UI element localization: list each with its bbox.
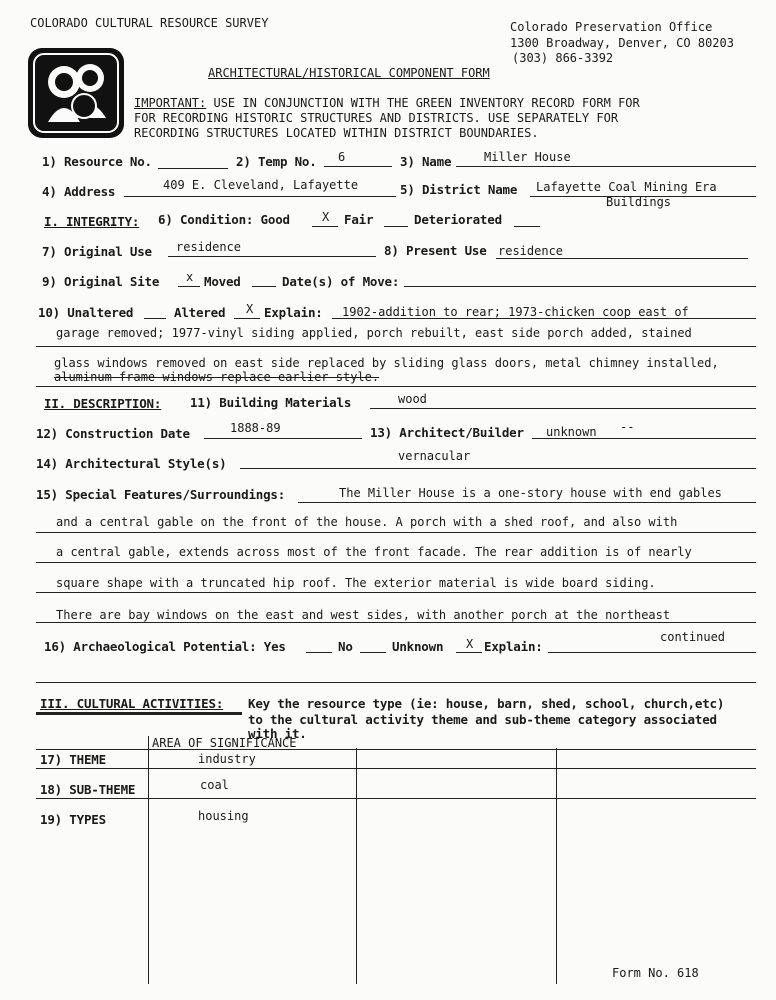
special-features-line-3: a central gable, extends across most of the front facade. The rear addition is of nearly xyxy=(56,545,692,559)
name-label: 3) Name xyxy=(400,154,452,169)
archaeological-no-label: No xyxy=(338,639,353,654)
archaeological-no-line xyxy=(360,652,386,653)
cultural-table-divider-3 xyxy=(556,748,557,984)
important-label: IMPORTANT: xyxy=(134,96,207,110)
resource-no-label: 1) Resource No. xyxy=(42,154,152,169)
archaeological-label: 16) Archaeological Potential: Yes xyxy=(44,639,286,654)
address-label: 4) Address xyxy=(42,184,116,199)
name-line xyxy=(456,166,756,167)
altered-line xyxy=(234,318,260,319)
cultural-instruction-2: to the cultural activity theme and sub-theme category associated xyxy=(248,712,717,727)
form-title: ARCHITECTURAL/HISTORICAL COMPONENT FORM xyxy=(208,66,490,80)
theme-label: 17) THEME xyxy=(40,752,106,767)
architect-builder-line xyxy=(532,438,756,439)
special-features-line-1: The Miller House is a one-story house with end gables xyxy=(339,486,722,500)
condition-good-line xyxy=(312,226,338,227)
special-features-rule-1 xyxy=(298,502,756,503)
section-integrity-label: I. INTEGRITY: xyxy=(44,214,140,229)
archaeological-yes-line xyxy=(306,652,332,653)
alteration-line-3: glass windows removed on east side replaced by sliding glass doors, metal chimney installed, xyxy=(54,356,719,370)
special-features-rule-2 xyxy=(36,532,756,533)
original-use-label: 7) Original Use xyxy=(42,244,152,259)
archaeological-explain-label: Explain: xyxy=(484,639,543,654)
temp-no-line xyxy=(324,166,392,167)
alteration-rule-1 xyxy=(332,318,756,319)
condition-deteriorated-label: Deteriorated xyxy=(414,212,502,227)
original-site-mark: x xyxy=(186,270,194,284)
date-of-move-line xyxy=(404,286,756,287)
address-value: 409 E. Cleveland, Lafayette xyxy=(163,178,359,192)
moved-label: Moved xyxy=(204,274,241,289)
important-line-1 xyxy=(134,96,640,110)
section-cultural-label: III. CULTURAL ACTIVITIES: xyxy=(40,696,224,711)
survey-title: COLORADO CULTURAL RESOURCE SURVEY xyxy=(30,16,269,30)
archaeological-unknown-line xyxy=(456,652,482,653)
special-features-rule-4 xyxy=(36,592,756,593)
cultural-table-divider-1 xyxy=(148,736,149,984)
office-phone: (303) 866-3392 xyxy=(512,51,614,65)
condition-fair-label: Fair xyxy=(344,212,374,227)
special-features-rule-5 xyxy=(36,622,756,623)
building-materials-value: wood xyxy=(398,392,427,406)
building-materials-line xyxy=(370,408,756,409)
theme-value: industry xyxy=(198,752,256,766)
building-materials-label: 11) Building Materials xyxy=(190,395,352,410)
date-of-move-label: Date(s) of Move: xyxy=(282,274,400,289)
important-text-1: USE IN CONJUNCTION WITH THE GREEN INVENTORY RECORD FORM FOR xyxy=(213,96,640,110)
condition-good-mark: X xyxy=(322,210,330,224)
preservation-seal-icon xyxy=(28,48,124,138)
sub-theme-value: coal xyxy=(200,778,229,792)
temp-no-value: 6 xyxy=(338,150,346,164)
resource-no-line xyxy=(158,168,228,169)
special-features-label: 15) Special Features/Surroundings: xyxy=(36,487,286,502)
alteration-rule-3 xyxy=(36,386,756,387)
cultural-instruction-1: Key the resource type (ie: house, barn, shed, school, church,etc) xyxy=(248,696,725,711)
important-line-2: FOR RECORDING HISTORIC STRUCTURES AND DISTRICTS. USE SEPARATELY FOR xyxy=(134,111,619,125)
office-address: 1300 Broadway, Denver, CO 80203 xyxy=(510,36,734,50)
condition-label: 6) Condition: Good xyxy=(158,212,290,227)
original-site-line xyxy=(178,286,200,287)
section-description-label: II. DESCRIPTION: xyxy=(44,396,162,411)
condition-fair-line xyxy=(384,226,408,227)
altered-label: Altered xyxy=(174,305,226,320)
important-line-3: RECORDING STRUCTURES LOCATED WITHIN DISTRICT BOUNDARIES. xyxy=(134,126,539,140)
address-line xyxy=(124,196,396,197)
architectural-style-label: 14) Architectural Style(s) xyxy=(36,456,227,471)
alteration-line-4: aluminum frame windows replace earlier style. xyxy=(54,370,380,384)
alteration-rule-2 xyxy=(36,346,756,347)
present-use-value: residence xyxy=(498,244,564,258)
architectural-style-line xyxy=(240,468,756,469)
district-name-value-2: Buildings xyxy=(606,195,672,209)
construction-date-line xyxy=(204,438,362,439)
archaeological-unknown-label: Unknown xyxy=(392,639,444,654)
cultural-table-top xyxy=(36,749,756,750)
original-use-value: residence xyxy=(176,240,242,254)
alteration-line-2: garage removed; 1977-vinyl siding applied, porch rebuilt, east side porch added, stained xyxy=(56,326,692,340)
present-use-line xyxy=(496,258,748,259)
archaeological-unknown-mark: X xyxy=(466,637,474,651)
unaltered-line xyxy=(144,318,166,319)
moved-line xyxy=(252,286,276,287)
theme-row-line xyxy=(36,768,756,769)
present-use-label: 8) Present Use xyxy=(384,243,487,258)
special-features-rule-3 xyxy=(36,562,756,563)
sub-theme-row-line xyxy=(36,798,756,799)
unaltered-label: 10) Unaltered xyxy=(38,305,134,320)
architect-builder-value: unknown xyxy=(546,425,597,439)
construction-date-value: 1888-89 xyxy=(230,421,281,435)
section-cultural-underline xyxy=(36,712,242,715)
office-name: Colorado Preservation Office xyxy=(510,20,713,34)
name-value: Miller House xyxy=(484,150,571,164)
original-use-line xyxy=(168,256,376,257)
special-features-line-4: square shape with a truncated hip roof. The exterior material is wide board siding. xyxy=(56,576,656,590)
temp-no-label: 2) Temp No. xyxy=(236,154,317,169)
condition-deteriorated-line xyxy=(514,226,540,227)
altered-mark: X xyxy=(246,302,254,316)
special-features-line-5: There are bay windows on the east and west sides, with another porch at the northeast xyxy=(56,608,671,622)
area-of-significance-header: AREA OF SIGNIFICANCE xyxy=(152,736,297,750)
types-label: 19) TYPES xyxy=(40,812,106,827)
cultural-instruction-3: with it. xyxy=(248,726,307,741)
district-name-value: Lafayette Coal Mining Era xyxy=(536,180,717,194)
explain-label: Explain: xyxy=(264,305,323,320)
types-value: housing xyxy=(198,809,249,823)
archaeological-extra-line xyxy=(36,682,756,683)
sub-theme-label: 18) SUB-THEME xyxy=(40,782,136,797)
original-site-label: 9) Original Site xyxy=(42,274,160,289)
special-features-line-2: and a central gable on the front of the house. A porch with a shed roof, and also with xyxy=(56,515,678,529)
architectural-style-value: vernacular xyxy=(398,449,471,463)
construction-date-label: 12) Construction Date xyxy=(36,426,190,441)
architect-builder-dash: -- xyxy=(620,420,635,434)
form-number: Form No. 618 xyxy=(612,966,699,980)
district-name-label: 5) District Name xyxy=(400,182,518,197)
cultural-table-divider-2 xyxy=(356,748,357,984)
alteration-line-1: 1902-addition to rear; 1973-chicken coop east of xyxy=(342,305,689,319)
special-features-continued: continued xyxy=(660,630,726,644)
architect-builder-label: 13) Architect/Builder xyxy=(370,425,524,440)
archaeological-explain-line xyxy=(548,652,756,653)
